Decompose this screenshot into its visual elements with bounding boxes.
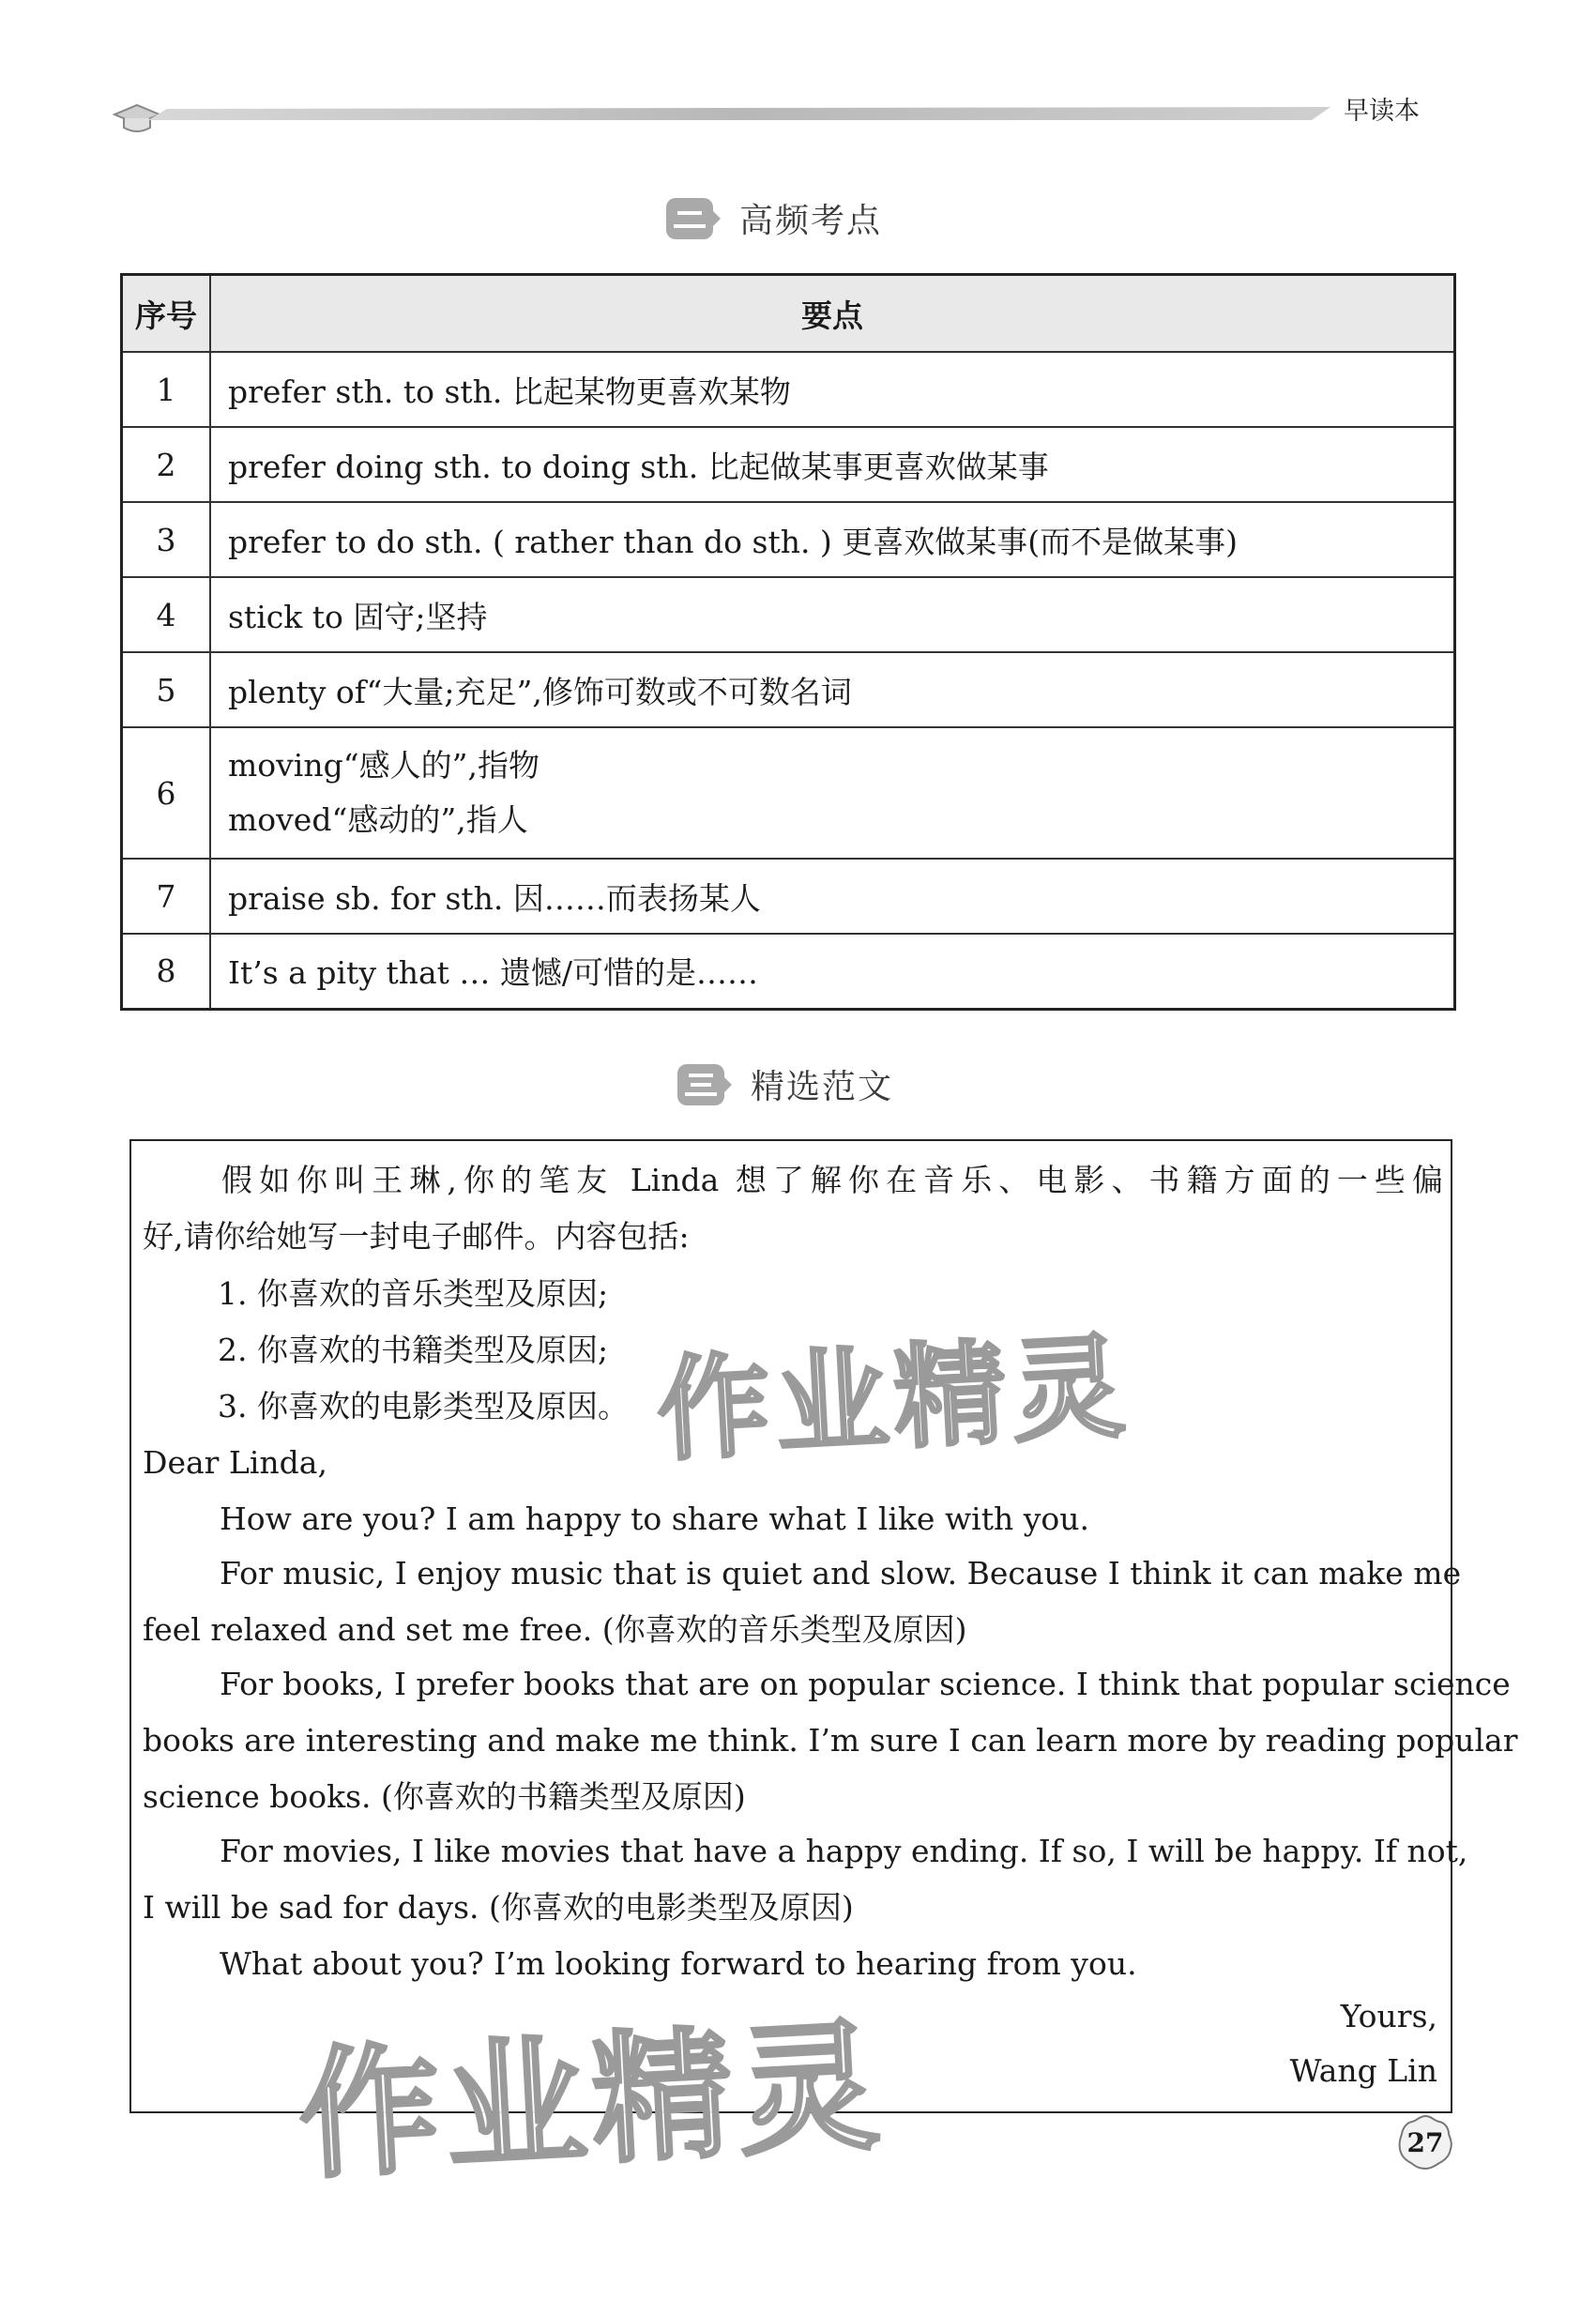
page-number-text: 27 (1406, 2126, 1444, 2158)
row-number: 3 (122, 502, 211, 577)
row-text-line: moved“感动的”,指人 (228, 801, 528, 838)
table-row (122, 427, 1455, 502)
table-row (122, 577, 1455, 652)
section-heading-3 (676, 1060, 893, 1108)
row-text (210, 727, 1455, 859)
row-number: 7 (122, 859, 211, 934)
essay-paragraph: What about you? I’m looking forward to hearing from you. (220, 1945, 1137, 1982)
column-header-number: 序号 (122, 275, 211, 353)
table-row (122, 934, 1455, 1009)
header-label: 早读本 (1344, 97, 1420, 126)
essay-prompt-line: 假如你叫王琳,你的笔友 Linda 想了解你在音乐、电影、书籍方面的一些偏 (221, 1162, 1443, 1198)
section-number-2-icon (664, 196, 722, 241)
essay-prompt-line: 好,请你给她写一封电子邮件。内容包括: (143, 1218, 690, 1255)
essay-paragraph: How are you? I am happy to share what I like with you. (220, 1500, 1089, 1537)
section-heading-2 (664, 194, 882, 242)
watermark: 作业精灵 (654, 1321, 1133, 1478)
row-text: prefer to do sth. ( rather than do sth. ) 更喜欢做某事(而不是做某事) (210, 502, 1455, 577)
section-number-3-icon (676, 1062, 734, 1107)
essay-paragraph: feel relaxed and set me free. (你喜欢的音乐类型及原因) (143, 1611, 967, 1648)
essay-prompt-item: 3. 你喜欢的电影类型及原因。 (218, 1388, 629, 1424)
column-header-point: 要点 (210, 275, 1455, 353)
essay-greeting: Dear Linda, (143, 1444, 327, 1481)
essay-prompt-item: 1. 你喜欢的音乐类型及原因; (218, 1275, 609, 1312)
essay-paragraph: For books, I prefer books that are on popular science. I think that popular science (220, 1666, 1511, 1702)
table-header-row (122, 275, 1455, 353)
essay-paragraph: For movies, I like movies that have a happy ending. If so, I will be happy. If not, (220, 1833, 1468, 1869)
sample-essay-box (129, 1139, 1518, 2113)
row-number: 5 (122, 652, 211, 727)
table-row (122, 859, 1455, 934)
row-number: 2 (122, 427, 211, 502)
row-text: stick to 固守;坚持 (210, 577, 1455, 652)
essay-paragraph: science books. (你喜欢的书籍类型及原因) (143, 1778, 746, 1815)
essay-paragraph: I will be sad for days. (你喜欢的电影类型及原因) (143, 1889, 854, 1926)
row-text: It’s a pity that … 遗憾/可惜的是…… (210, 934, 1455, 1009)
section-title: 高频考点 (739, 202, 883, 240)
row-number: 8 (122, 934, 211, 1009)
key-points-table (120, 273, 1456, 1011)
watermark: 作业精灵 (295, 2004, 889, 2200)
table-row (122, 352, 1455, 427)
table-row (122, 652, 1455, 727)
row-number: 4 (122, 577, 211, 652)
page-number (1396, 2113, 1454, 2171)
table-row (122, 727, 1455, 859)
table-row (122, 502, 1455, 577)
row-number: 6 (122, 727, 211, 859)
section-title: 精选范文 (751, 1068, 894, 1106)
essay-signature: Wang Lin (1289, 2052, 1437, 2089)
row-text-line: moving“感人的”,指物 (228, 747, 540, 784)
row-text: prefer sth. to sth. 比起某物更喜欢某物 (210, 352, 1455, 427)
essay-paragraph: books are interesting and make me think. I’m sure I can learn more by reading popular (143, 1722, 1518, 1759)
row-text: plenty of“大量;充足”,修饰可数或不可数名词 (210, 652, 1455, 727)
essay-prompt-item: 2. 你喜欢的书籍类型及原因; (218, 1332, 609, 1368)
essay-closing: Yours, (1340, 1998, 1437, 2034)
row-text: prefer doing sth. to doing sth. 比起做某事更喜欢做某事 (210, 427, 1455, 502)
essay-paragraph: For music, I enjoy music that is quiet and slow. Because I think it can make me (220, 1555, 1462, 1592)
header-band (111, 107, 1330, 120)
row-text: praise sb. for sth. 因……而表扬某人 (210, 859, 1455, 934)
row-number: 1 (122, 352, 211, 427)
